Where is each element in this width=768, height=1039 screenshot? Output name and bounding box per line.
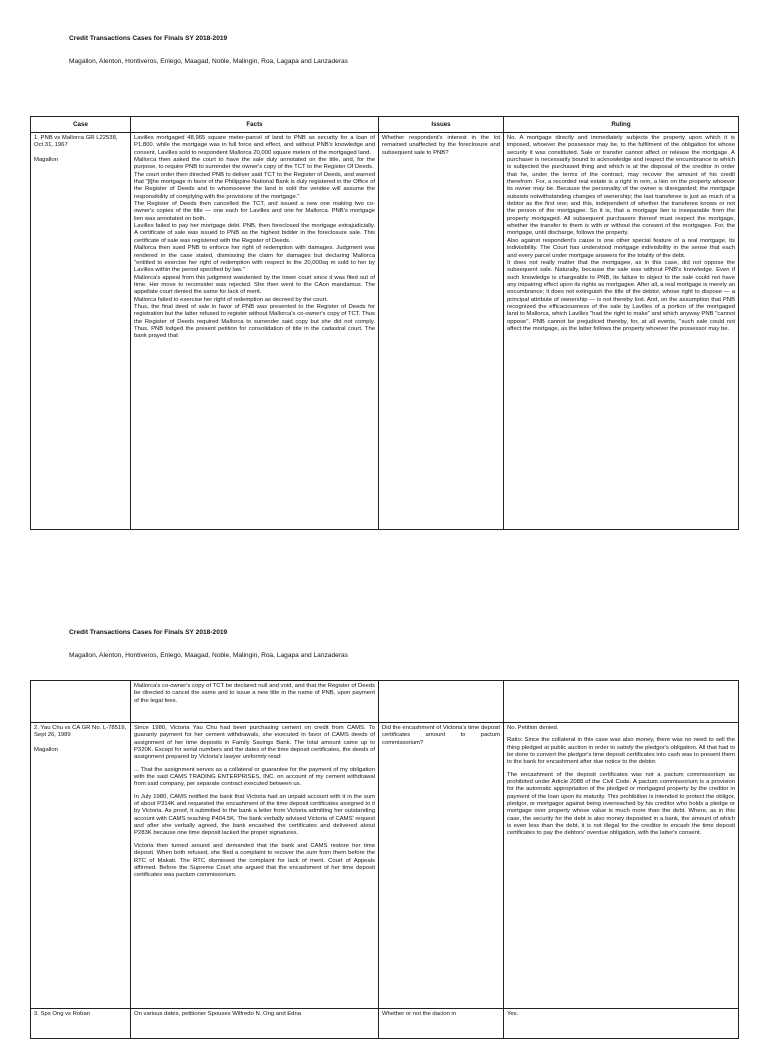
column-header-ruling: Ruling: [504, 117, 739, 133]
facts-cell: [131, 133, 379, 530]
case-cell: [31, 723, 131, 1009]
facts-paragraph: Since 1980, Victoria Yau Chu had been purchasing cement on credit from CAMS. To guaranty payment for her cement withdrawals, she executed in favor of CAMS deeds of assignment of her time deposits in Family Savings Bank. The total amount came up to P320K. Except for serial numbers and the dates of the time deposit certificates, the deeds of assignment prepared by Victoria's lawyer uniformly read:: [134, 725, 375, 761]
facts-paragraph: Mallorca then asked the court to have the sale duly annotated on the title, and, for the purpose, to require PNB to surrender the owner's copy of the TCT to the Register Of Deeds.: [134, 157, 375, 171]
issue-text: Whether or not the dacion in: [382, 1011, 457, 1017]
facts-paragraph: Thus, the final deed of sale in favor of PNB was presented to the Register of Deeds for registration but the latter refused to register without Mallorca's co-owner's copy of TCT. Thus the Register of Deeds required Mallorca to surrender said copy but she did not comply. Thus, PNB lodged the present petition for consolidation of title in the cadastral court. The bank prayed that: [134, 303, 375, 340]
facts-paragraph: Victoria then turned around and demanded that the bank and CAMS restore her time deposit. When both refused, she filed a complaint to recover the sum from them before the RTC of Makati. The RTC dismissed the complaint for lack of merit. Court of Appeals affirmed. Before the Supreme Court she argued that the encashment of her time deposit certificates was pactum commissorium.: [134, 842, 375, 879]
facts-paragraph: Lavilles failed to pay her mortgage debt. PNB, then foreclosed the mortgage extrajudicially. A certificate of sale was issued to PNB as the highest bidder in the foreclosure sale. This certificate of sale was registered with the Register of Deeds.: [134, 223, 375, 244]
facts-paragraph: On various dates, petitioner Spouses Wilfredo N. Ong and Edna: [134, 1011, 301, 1017]
facts-paragraph: The Register of Deeds then cancelled the TCT, and issued a new one making two co-owner's copies of the title — one each for Lavilles and one for Mallorca. PNB's mortgage lien was annotated on both.: [134, 201, 375, 222]
ruling-paragraph: Also against respondent's cause is one other special feature of a real mortgage, its indivisibility. The Court has understood mortgage indivisibility in the sense that each and every parcel under mortgage answers for the totality of the debt.: [507, 237, 735, 259]
facts-continuation: Mallorca's co-owner's copy of TCT be declared null and void, and that the Register of Deeds be directed to cancel the same and to issue a new title in the name of PNB, upon payment of the legal fees.: [134, 683, 375, 704]
ruling-paragraph: Yes.: [507, 1011, 519, 1017]
issue-cell: [379, 681, 504, 723]
cases-table-page-2: [30, 680, 739, 1039]
case-author: Magallon: [34, 156, 58, 163]
ruling-paragraph: The encashment of the deposit certificates was not a pactum commissorium as prohibited under Article 2088 of the Civil Code. A pactum commissorium is a provision for the automatic appropriation of the pledged or mortgaged property by the creditor in payment of the loan upon its maturity. This prohibition is intended to protect the obligor, pledgor, or mortgagor against being overreached by his creditor who holds a pledge or mortgage over property whose value is much more than the debt. Where, as in this case, the security for the debt is also money deposited in a bank, the amount of which is even less than the debt, it is not illegal for the creditor to encash the time deposit certificates to pay the debtors' overdue obligation, with the latter's consent.: [507, 771, 735, 837]
ruling-cell: [504, 723, 739, 1009]
case-name: 1. PNB vs Mallorca GR L22538, Oct 31, 1967: [34, 135, 118, 149]
ruling-paragraph: It does not really matter that the mortgagee, as in this case, did not oppose the subsequent sale. Naturally, because the sale was without PNB's knowledge. Even if such knowledge is chargeable to PNB, its failure to object to the sale could not have any impairing effect upon its rights as mortgagee. After all, a real mortgage is merely an encumbrance; it does not extinguish the title of the debtor, whose right to dispose — a principal attribute of ownership — is not thereby lost. And, on the assumption that PNB recognized the efficaciousness of the sale by Lavilles of a portion of the mortgaged land to Mallorca, which Lavilles "had the right to make" and which anyway PNB "cannot oppose", PNB cannot be prejudiced thereby, for, at all events, "such sale could not affect the mortgage, as the latter follows the property whoever the possessor may be.: [507, 259, 735, 332]
ruling-cell: [504, 133, 739, 530]
column-header-case: Case: [31, 117, 131, 133]
facts-paragraph: Mallorca failed to exercise her right of redemption as decreed by the court.: [134, 296, 328, 303]
ruling-cell: [504, 681, 739, 723]
case-author: Magallon: [34, 746, 58, 753]
facts-paragraph: In July 1980, CAMS notified the bank that Victoria had an unpaid account with it in the sum of about P314K and requested the encashment of the time deposit certificates assigned to it by Victoria. As proof, it submitted to the bank a letter from Victoria admitting her outstanding account with CAMS reaching P404.5K. The bank verbally advised Victoria of CAMS' request and after she verbally agreed, the bank encashed the certificates and delivered about P283K because one time deposit lacked the proper signatures.: [134, 793, 375, 837]
table-header-row: [31, 117, 739, 133]
case-name: 2. Yau Chu vs CA GR No. L-78519, Sept 26, 1989: [34, 725, 127, 739]
case-cell: [31, 681, 131, 723]
issue-cell: [379, 133, 504, 530]
cases-table-page-1: [30, 116, 739, 530]
document-title: Credit Transactions Cases for Finals SY 2018-2019: [69, 35, 228, 42]
case-cell: [31, 133, 131, 530]
facts-paragraph: The court order then directed PNB to deliver said TCT to the Register of Deeds, and warned that "[t]he mortgage in favor of the Philippine National Bank is duly registered in the Office of the Register of Deeds and to whomsoever the land is sold the vendee will assume the responsibility of complying with the provisions of the mortgage.": [134, 171, 375, 200]
ruling-paragraph: Ratio: Since the collateral in this case was also money, there was no need to sell the thing pledged at public auction in order to satisfy the pledgor's obligation. All that had to be done to convert the pledgor's time deposit certificates into cash was to present them to the bank for encashment after due notice to the debtor.: [507, 737, 735, 766]
facts-cell: [131, 723, 379, 1009]
table-row: [31, 681, 739, 723]
facts-paragraph: Mallorca's appeal from this judgment wasdenied by the lower court since it was filed out of time. Her move to reconsider was rejected. She then went to the CAon mandamus. The appellate court denied the same for lack of merit.: [134, 274, 375, 296]
document-authors: Magallon, Alenton, Hontiveros, Enlego, Maagad, Noble, Malingin, Roa, Lagapa and Lanzaderas: [69, 58, 348, 65]
issue-cell: [379, 723, 504, 1009]
facts-paragraph: Mallorca then sued PNB to enforce her right of redemption with damages. Judgment was rendered in the case stated, dismissing the claim for damages but declaring Mallorca "entitled to exercise her right of redemption with respect to the 20,000sq m sold to her by Lavilles within the period specified by law.": [134, 245, 375, 274]
facts-paragraph: ... That the assignment serves as a collateral or guarantee for the payment of my obligation with the said CAMS TRADING ENTERPRISES, INC. on account of my cement withdrawal from said company, per separate contract executed between us.: [134, 766, 375, 788]
case-name: 3. Sps Ong vs Roban: [34, 1011, 90, 1017]
facts-paragraph: Lavilles mortgaged 48,965 square meter-parcel of land to PNB as security for a loan of P1,800. while the mortgage was in full force and effect, and without PNB's knowledge and consent, Lavilles sold to respondent Mallorca 20,000 square meters of the mortgaged land.: [134, 135, 375, 156]
column-header-issues: Issues: [379, 117, 504, 133]
ruling-paragraph: No. Petition denied.: [507, 725, 559, 731]
facts-cell: [131, 681, 379, 723]
issue-text: Did the encashment of Victoria's time deposit certificates amount to pactum commissorium?: [382, 725, 500, 746]
ruling-paragraph: No. A mortgage directly and immediately subjects the property upon which it is imposed, whoever the possessor may be, to the fulfilment of the obligation for whose security it was constituted. Sale or transfer cannot affect or release the mortgage. A purchaser is necessarily bound to acknowledge and respect the encumbrance to which is subjected the purchased thing and which is at the disposal of the creditor in order that he, under the terms of the contract, may recover the amount of his credit therefrom. For, a recorded real estate is a right in rem, a lien on the property whoever its owner may be. Because the personality of the owner is disregarded; the mortgage subsists notwithstanding changes of ownership; the last transferee is just as much of a debtor as the first one; and this, independent of whether the transferee knows or not the person of the mortgagee. So it is, that a mortgage lien is inseparable from the property mortgaged. All subsequent purchasers thereof must respect the mortgage, whether the transfer to them is with or without the consent of the mortgagee. For, the mortgage, until discharge, follows the property.: [507, 135, 735, 237]
table-row: [31, 723, 739, 1009]
table-row: [31, 133, 739, 530]
column-header-facts: Facts: [131, 117, 379, 133]
document-title-page-2: Credit Transactions Cases for Finals SY 2018-2019: [69, 629, 228, 636]
document-authors-page-2: Magallon, Alenton, Hontiveros, Enlego, Maagad, Noble, Malingin, Roa, Lagapa and Lanzaderas: [69, 652, 348, 659]
issue-text: Whether respondent's interest in the lot remained unaffected by the foreclosure and subsequent sale to PNB?: [382, 135, 500, 156]
